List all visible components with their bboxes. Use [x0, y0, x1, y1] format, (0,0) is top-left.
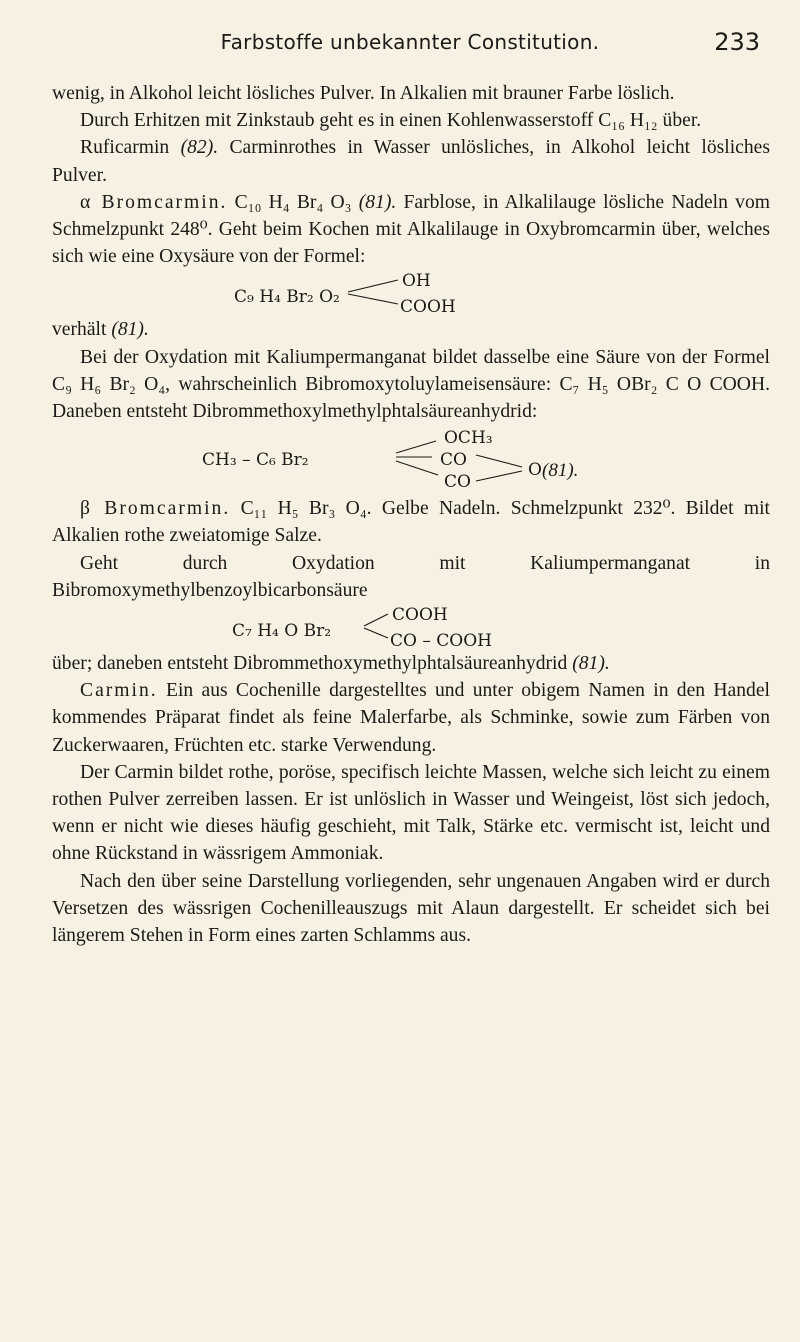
page-body [52, 80, 770, 949]
paragraph: Nach den über seine Darstellung vorliegenden, sehr ungenauen Angaben wird er durch Versetzen des wässrigen Cochenilleauszugs mit Alaun dargestellt. Er scheidet sich bei längerem Stehen in Form eines zarten Schlamms aus. [52, 870, 770, 947]
formula-bottom: CO – COOH [390, 631, 492, 652]
reference: (81). [542, 460, 579, 482]
reference: (81). [358, 191, 397, 213]
paragraph [52, 495, 770, 549]
formula-mid: CO [440, 450, 467, 471]
compound-name: Carmin. [80, 680, 158, 702]
formula-left: CH₃ – C₆ Br₂ [202, 450, 309, 471]
structural-formula-2 [52, 425, 770, 495]
paragraph-text: verhält [52, 319, 107, 341]
compound-name: β Bromcarmin. [80, 498, 231, 520]
formula-right: O [528, 460, 542, 481]
compound-formula: C₁₀ H₄ Br₄ O₃ [234, 191, 352, 213]
paragraph-text: über; daneben entsteht Dibrommethoxymethylphtalsäureanhydrid [52, 653, 568, 675]
paragraph-text: C₁₁ H₅ Br₃ O₄. Gelbe Nadeln. Schmelzpunkt 232⁰. Bildet mit Alkalien rothe zweiatomige Salze. [52, 498, 771, 547]
formula-top: OH [402, 271, 431, 292]
paragraph [52, 677, 770, 759]
paragraph [52, 134, 770, 188]
paragraph-text: Carminrothes in Wasser unlösliches, in Alkohol leicht lösliches Pulver. [52, 137, 770, 186]
reference: (81). [111, 319, 149, 341]
paragraph [52, 189, 770, 271]
reference: (81). [572, 653, 610, 675]
formula-core: C₇ H₄ O Br₂ [232, 621, 332, 642]
formula-bottom: COOH [400, 297, 456, 318]
formula-top: COOH [392, 605, 448, 626]
formula-top: OCH₃ [444, 428, 493, 449]
formula-bonds [52, 425, 532, 495]
page-number: 233 [714, 28, 760, 56]
structural-formula-3 [52, 604, 770, 650]
running-title: Farbstoffe unbekannter Constitution. [220, 30, 600, 54]
paragraph: Geht durch Oxydation mit Kaliumpermanganat in Bibromoxymethylbenzoylbicarbonsäure [52, 552, 770, 601]
page-header [60, 30, 760, 64]
formula-bonds [52, 604, 362, 650]
structural-formula-1 [52, 270, 770, 316]
compound-name: α Bromcarmin. [80, 191, 228, 213]
formula-bonds [52, 270, 352, 316]
formula-low: CO [444, 472, 471, 493]
paragraph: Durch Erhitzen mit Zinkstaub geht es in einen Kohlenwasserstoff C₁₆ H₁₂ über. [80, 110, 702, 132]
paragraph-text: Ein aus Cochenille dargestelltes und unter obigem Namen in den Handel kommendes Präparat findet als feine Malerfarbe, als Schminke, sowie zum Färben von Zuckerwaaren, Früchten etc. starke Verwendung. [52, 680, 770, 756]
formula-core: C₉ H₄ Br₂ O₂ [234, 287, 340, 308]
paragraph-text: Farblose, in Alkalilauge lösliche Nadeln vom Schmelzpunkt 248⁰. Geht beim Kochen mit Alkalilauge in Oxybromcarmin über, welches sich wie eine Oxysäure von der Formel: [52, 191, 770, 268]
reference: (82). [180, 137, 219, 159]
paragraph: Der Carmin bildet rothe, poröse, specifisch leichte Massen, welche sich leicht zu einem rothen Pulver zerreiben lassen. Er ist unlöslich in Wasser und Weingeist, löst sich jedoch, wenn er nicht wie dieses häufig geschieht, mit Talk, Stärke etc. vermischt ist, leicht und ohne Rückstand in wässrigem Ammoniak. [52, 761, 770, 865]
paragraph: wenig, in Alkohol leicht lösliches Pulver. In Alkalien mit brauner Farbe löslich. [52, 83, 675, 104]
compound-name: Ruficarmin [80, 137, 170, 159]
paragraph: Bei der Oxydation mit Kaliumpermanganat bildet dasselbe eine Säure von der Formel C₉ H₆ Br₂ O₄, wahrscheinlich Bibromoxytoluylameisensäure: C₇ H₅ OBr₂ C O COOH. Daneben entsteht Dibrommethoxylmethylphtalsäureanhydrid: [52, 346, 770, 423]
